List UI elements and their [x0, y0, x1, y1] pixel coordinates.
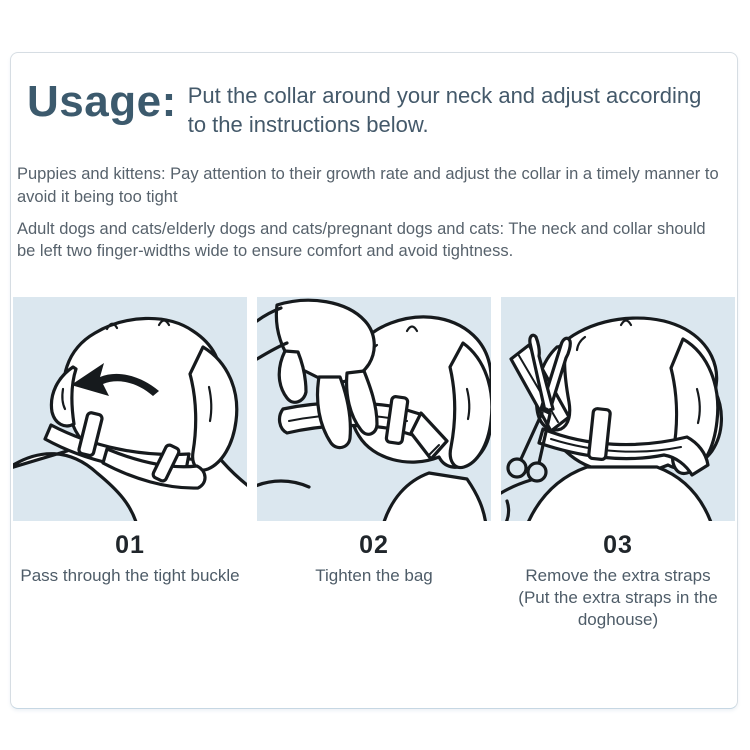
dog-left-ear	[51, 367, 76, 426]
dog-collar-buckle-illustration	[13, 297, 247, 521]
step-2-number: 02	[359, 531, 389, 559]
hand-thumb	[279, 351, 306, 402]
shoulder-line	[501, 480, 531, 493]
dog-body	[383, 473, 486, 521]
step-1-illustration	[13, 297, 247, 521]
subtitle: Put the collar around your neck and adjust according to the instructions below.	[187, 83, 702, 137]
dog-right-ear	[190, 347, 237, 470]
paw-line	[505, 501, 509, 521]
step-1-caption: Pass through the tight buckle	[20, 565, 240, 585]
dog-body	[527, 467, 712, 521]
step-3-illustration	[501, 297, 735, 521]
hand-tightening-strap-illustration	[257, 297, 491, 521]
scissors-cutting-strap-illustration	[501, 297, 735, 521]
keeper-loop	[588, 408, 610, 460]
step-3-number: 03	[603, 531, 633, 559]
header	[11, 53, 737, 139]
step-3	[501, 297, 735, 631]
step-2-illustration	[257, 297, 491, 521]
steps-row	[13, 297, 735, 631]
scissors-ring	[508, 459, 526, 477]
dog-back-line	[257, 481, 309, 487]
step-1	[13, 297, 247, 631]
step-1-number: 01	[115, 531, 145, 559]
page-title: Usage:	[27, 77, 177, 126]
notes	[11, 139, 737, 263]
usage-card	[10, 52, 738, 709]
note-adult-dogs-cats: Adult dogs and cats/elderly dogs and cats/pregnant dogs and cats: The neck and collar should be left two finger-widths wide to ensure comfort and avoid tightness.	[17, 219, 706, 261]
step-2-caption: Tighten the bag	[315, 565, 433, 585]
scissors-ring	[528, 463, 546, 481]
scissors-pivot	[543, 407, 548, 412]
step-2	[257, 297, 491, 631]
step-3-note: (Put the extra straps in the doghouse)	[518, 587, 718, 629]
step-3-caption: Remove the extra straps	[525, 565, 711, 585]
scissors-handle	[521, 413, 542, 459]
note-puppies-kittens: Puppies and kittens: Pay attention to their growth rate and adjust the collar in a timely manner to avoid it being too tight	[17, 165, 719, 206]
